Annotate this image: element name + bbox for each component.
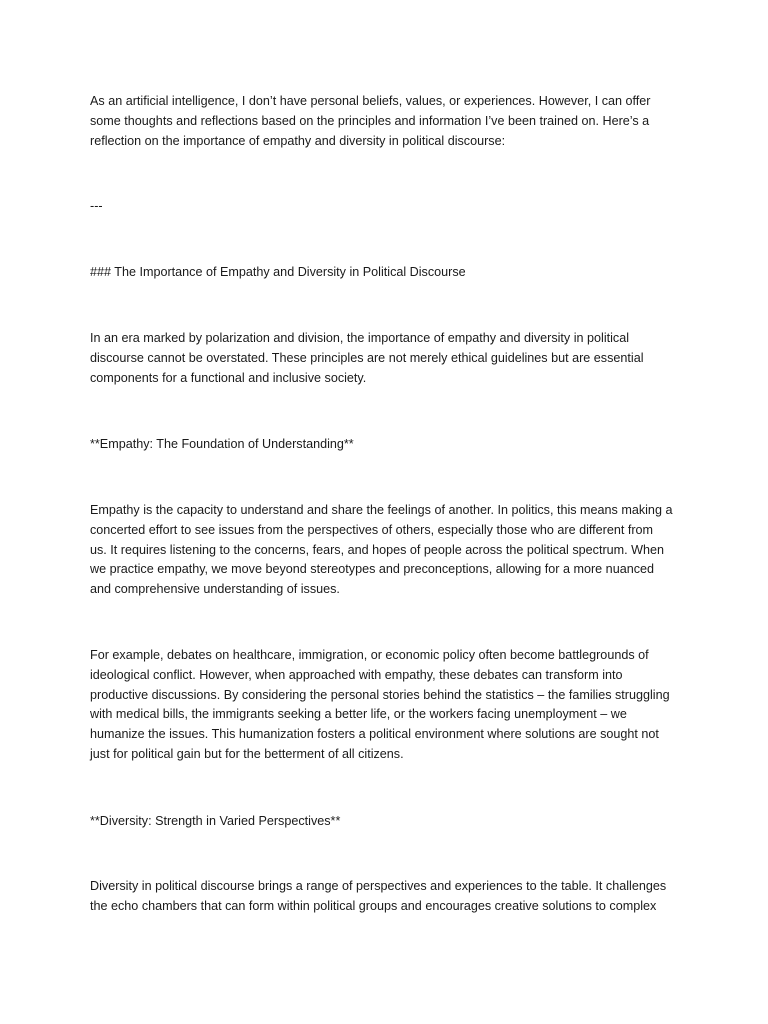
text-line: humanize the issues. This humanization fosters a political environment where solutions are sought not <box>90 727 659 742</box>
diversity-paragraph <box>90 877 690 917</box>
text-line: Empathy is the capacity to understand and share the feelings of another. In politics, this means making a <box>90 503 673 517</box>
text-line: with medical bills, the immigrants seeking a better life, or the workers facing unemployment – we <box>90 707 627 722</box>
text-line: **Diversity: Strength in Varied Perspectives** <box>90 814 341 828</box>
text-line: reflection on the importance of empathy and diversity in political discourse: <box>90 133 506 148</box>
text-line: Diversity in political discourse brings a range of perspectives and experiences to the table. It challenges <box>90 879 667 893</box>
text-line: components for a functional and inclusive society. <box>90 370 367 385</box>
example-paragraph <box>90 646 690 765</box>
text-line: and comprehensive understanding of issues. <box>90 582 340 597</box>
text-line: concerted effort to see issues from the perspectives of others, especially those who are different from <box>90 522 654 537</box>
text-line: In an era marked by polarization and division, the importance of empathy and diversity in political <box>90 331 630 345</box>
text-line: productive discussions. By considering the personal stories behind the statistics – the families struggling <box>90 687 670 702</box>
era-paragraph <box>90 329 690 388</box>
text-line: --- <box>90 199 103 213</box>
text-line: ### The Importance of Empathy and Diversity in Political Discourse <box>90 265 466 279</box>
separator-line <box>90 197 690 217</box>
text-line: us. It requires listening to the concerns, fears, and hopes of people across the political spectrum. When <box>90 542 665 557</box>
text-line: discourse cannot be overstated. These principles are not merely ethical guidelines but are essential <box>90 350 644 365</box>
empathy-paragraph <box>90 501 690 600</box>
text-line: the echo chambers that can form within political groups and encourages creative solutions to complex <box>90 898 657 913</box>
text-line: For example, debates on healthcare, immigration, or economic policy often become battlegrounds of <box>90 648 649 662</box>
text-line: some thoughts and reflections based on the principles and information I’ve been trained on. Here’s a <box>90 113 650 128</box>
diversity-heading <box>90 812 690 832</box>
intro-paragraph <box>90 92 690 151</box>
text-line: **Empathy: The Foundation of Understanding** <box>90 437 354 451</box>
text-line: just for political gain but for the betterment of all citizens. <box>90 746 404 761</box>
text-line: ideological conflict. However, when approached with empathy, these debates can transform into <box>90 667 623 682</box>
section-heading <box>90 263 690 283</box>
empathy-heading <box>90 435 690 455</box>
text-line: As an artificial intelligence, I don’t have personal beliefs, values, or experiences. However, I can offer <box>90 94 651 108</box>
text-line: we practice empathy, we move beyond stereotypes and preconceptions, allowing for a more nuanced <box>90 562 655 577</box>
